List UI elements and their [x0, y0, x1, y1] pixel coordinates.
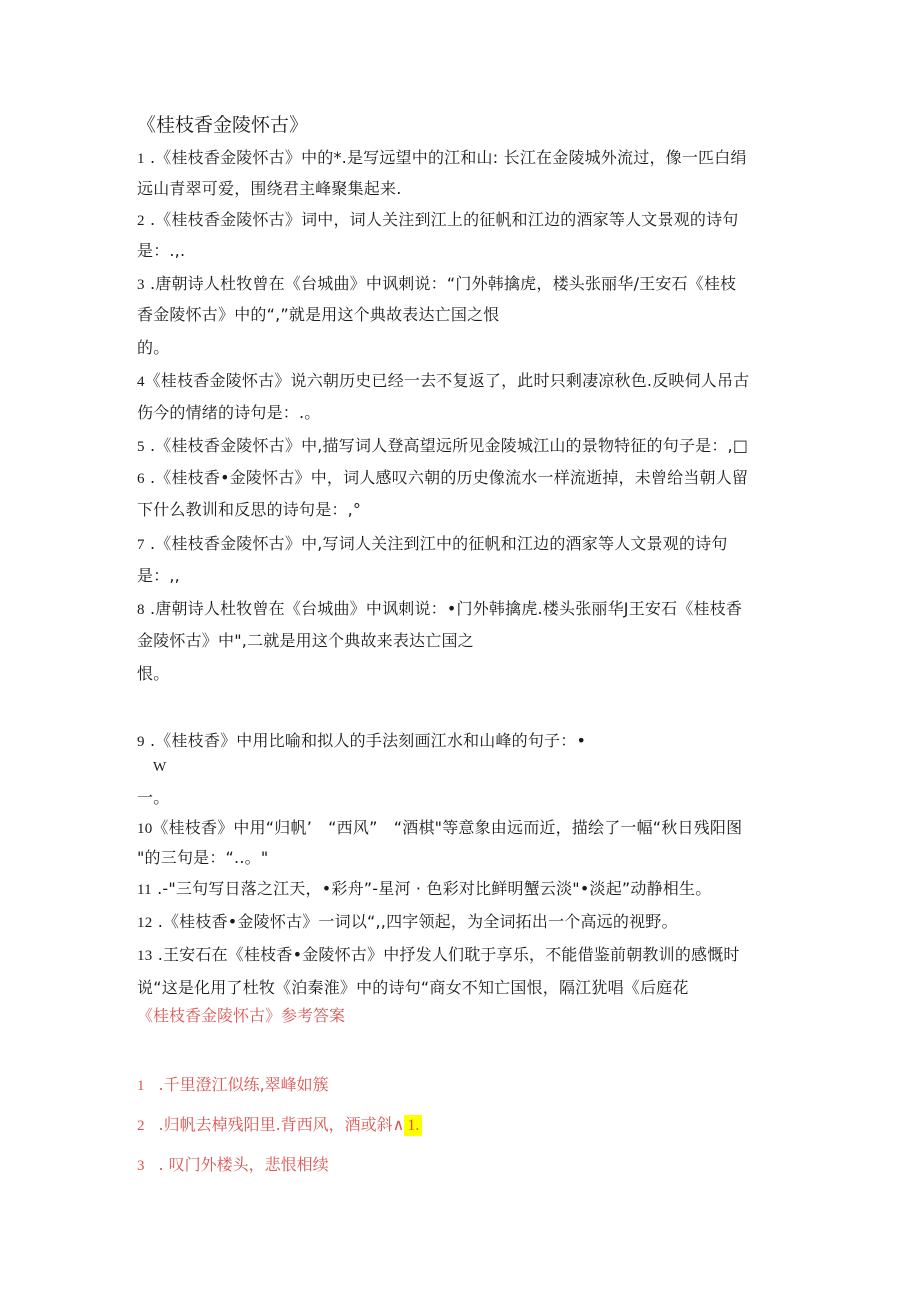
- question-2-line-2: 是：.,.: [137, 241, 186, 260]
- question-number: 13: [137, 948, 153, 964]
- answers-title: 《桂枝香金陵怀古》参考答案: [137, 1006, 346, 1025]
- question-7-line-2: 是：,,: [137, 566, 180, 585]
- question-9-tail: 一。: [137, 788, 170, 807]
- answer-text: .归帆去棹残阳里.背西风，酒或斜∧: [158, 1115, 405, 1134]
- question-9-line-1: [137, 728, 586, 755]
- question-number: 1: [137, 151, 145, 167]
- question-text: .唐朝诗人杜牧曾在《台城曲》中讽刺说：•门外韩擒虎.楼头张丽华J王安石《桂枝香: [144, 599, 743, 618]
- question-text: .王安石在《桂枝香•金陵怀古》中抒发人们耽于享乐，不能借鉴前朝教训的感慨时: [152, 945, 740, 964]
- document-title: 《桂枝香金陵怀古》: [137, 114, 309, 136]
- answer-number: 3: [137, 1158, 145, 1174]
- question-1-line-2: 远山青翠可爱，围绕君主峰聚集起来.: [137, 179, 402, 198]
- answer-1: [137, 1072, 329, 1099]
- question-8-line-2: 金陵怀古》中",二就是用这个典故来表达亡国之: [137, 631, 474, 650]
- highlighted-text: 1.: [404, 1115, 422, 1136]
- question-text: .《桂枝香》中用比喻和拟人的手法刻画江水和山峰的句子：•: [144, 731, 587, 750]
- question-11-line-1: [137, 876, 711, 903]
- answer-number: 2: [137, 1118, 145, 1134]
- question-text: .-"三句写日落之江天，•彩舟”-星河 · 色彩对比鲜明蟹云淡"•淡起”动静相生。: [151, 879, 712, 898]
- question-number: 9: [137, 734, 145, 750]
- question-text: 《桂枝香》中用“归帆’ “西风” “酒棋"等意象由远而近，描绘了一幅“秋日残阳图: [152, 818, 743, 837]
- question-text: .《桂枝香金陵怀古》中的*.是写远望中的江和山: 长江在金陵城外流过，像一匹白绢: [144, 148, 747, 167]
- question-10-line-2: "的三句是：“..。": [137, 848, 269, 867]
- question-number: 10: [137, 821, 153, 837]
- question-number: 11: [137, 882, 152, 898]
- question-text: .《桂枝香•金陵怀古》一词以“,,四字领起，为全词拓出一个高远的视野。: [152, 912, 678, 931]
- question-4-line-1: [137, 368, 749, 395]
- question-number: 8: [137, 602, 145, 618]
- answer-number: 1: [137, 1078, 145, 1094]
- question-number: 7: [137, 537, 145, 553]
- answer-2: [137, 1112, 422, 1139]
- answer-text: .千里澄江似练,翠峰如簇: [158, 1075, 329, 1094]
- answer-text: . 叹门外楼头，悲恨相续: [158, 1155, 329, 1174]
- question-number: 6: [137, 471, 145, 487]
- question-10-line-1: [137, 815, 742, 842]
- question-text: 《桂枝香金陵怀古》说六朝历史已经一去不复返了，此时只剩凄凉秋色.反映伺人吊古: [144, 371, 750, 390]
- question-3-line-2: 香金陵怀古》中的“,”就是用这个典故表达亡国之恨: [137, 305, 500, 324]
- question-number: 3: [137, 277, 145, 293]
- question-8-line-3: 恨。: [137, 664, 170, 683]
- question-text: .《桂枝香金陵怀古》词中，词人关注到江上的征帆和江边的酒家等人文景观的诗句: [144, 210, 739, 229]
- question-6-line-2: 下什么教训和反思的诗句是：,°: [137, 500, 362, 519]
- question-text: .唐朝诗人杜牧曾在《台城曲》中讽刺说：“门外韩擒虎，楼头张丽华/王安石《桂枝: [144, 274, 737, 293]
- question-text: .《桂枝香•金陵怀古》中，词人感叹六朝的历史像流水一样流逝掉，未曾给当朝人留: [144, 468, 749, 487]
- question-12-line-1: [137, 909, 678, 936]
- question-7-line-1: [137, 531, 728, 558]
- stray-mark: W: [153, 760, 167, 775]
- question-number: 4: [137, 374, 145, 390]
- question-number: 2: [137, 213, 145, 229]
- question-text: .《桂枝香金陵怀古》中,写词人关注到江中的征帆和江边的酒家等人文景观的诗句: [144, 534, 728, 553]
- question-6-line-1: [137, 465, 748, 492]
- question-3-line-3: 的。: [137, 338, 170, 357]
- question-2-line-1: [137, 207, 738, 234]
- question-13-line-2: 说“这是化用了杜牧《泊秦淮》中的诗句“商女不知亡国恨，隔江犹唱《后庭花: [137, 978, 689, 997]
- question-text: .《桂枝香金陵怀古》中,描写词人登高望远所见金陵城江山的景物特征的句子是：,□: [144, 436, 749, 455]
- question-13-line-1: [137, 942, 740, 969]
- question-number: 12: [137, 915, 153, 931]
- answer-3: [137, 1152, 329, 1179]
- question-8-line-1: [137, 596, 742, 623]
- question-number: 5: [137, 439, 145, 455]
- question-4-line-2: 伤今的情绪的诗句是：.。: [137, 403, 321, 422]
- question-1-line-1: [137, 145, 747, 172]
- question-3-line-1: [137, 271, 736, 298]
- question-5-line-1: [137, 433, 748, 460]
